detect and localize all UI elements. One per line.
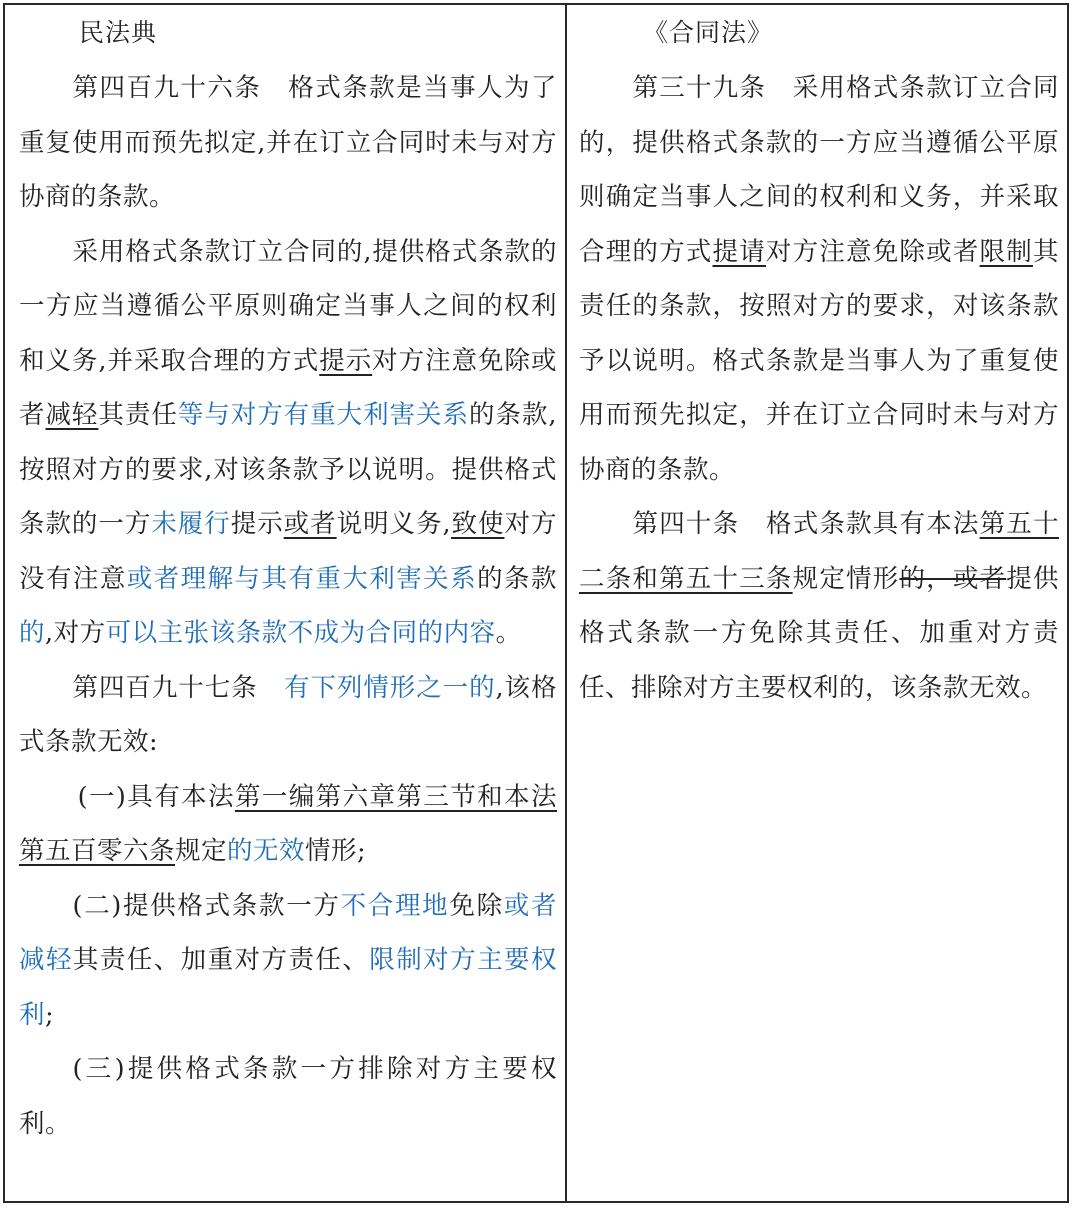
article-39 (579, 61, 1059, 497)
text-run: 其责任 (98, 400, 178, 430)
highlighted-text: 不合理地 (340, 890, 450, 921)
text-run: 规定情形 (792, 563, 900, 594)
underlined-text: 提请 (712, 236, 766, 267)
text-run: 其责任的条款，按照对方的要求，对该条款予以说明。格式条款是当事人为了重复使用而预先拟定，并在订立合同时未与对方协商的条款。 (579, 236, 1059, 485)
text-run: 提供格式条款一方免除其责任、加重对方责任、排除对方主要权利的，该条款无效。 (579, 563, 1059, 703)
article-497-intro (19, 661, 557, 770)
article-497-item-2 (19, 879, 557, 1043)
highlighted-text: 限制对方主要权利 (19, 945, 557, 1030)
text-run: 对方注意免除或者 (765, 236, 980, 267)
struck-text: 的，或者 (899, 563, 1007, 594)
text-run: 。 (495, 618, 522, 648)
highlighted-text: 或者理解与其有重大利害关系 (126, 563, 478, 594)
highlighted-text: 的 (19, 618, 46, 648)
article-496-obligations (19, 225, 557, 661)
text-run: 第四百九十七条 (72, 672, 285, 703)
text-run: ,对方 (45, 618, 106, 648)
text-run: 提示 (230, 509, 284, 539)
comparison-table (3, 3, 1069, 1203)
highlighted-text: 的无效 (227, 836, 306, 866)
text-run: 第四百九十六条 格式条款是当事人为了重复使用而预先拟定,并在订立合同时未与对方协商的条款。 (19, 73, 557, 212)
text-run: ; (45, 999, 55, 1030)
underlined-text: 提示 (319, 345, 373, 376)
highlighted-text: 可以主张该条款不成为合同的内容 (105, 618, 496, 648)
text-run: 第三十九条 采用格式条款订立合同的，提供格式条款的一方应当遵循公平原则确定当事人之间的权利和义务，并采取合理的方式 (579, 73, 1059, 267)
article-496-definition (19, 61, 557, 225)
article-40 (579, 497, 1059, 715)
text-run: 第四十条 格式条款具有本法 (632, 509, 980, 539)
article-497-item-1 (19, 770, 557, 879)
text-run: 说明义务, (336, 509, 452, 539)
underlined-text: 第一编第六章第三节和本法第五百零六条 (19, 781, 557, 866)
text-run: 的条款 (477, 563, 557, 594)
text-run: 采用格式条款订立合同的,提供格式条款的一方应当遵循公平原则确定当事人之间的权利和义务,并采取合理的方式 (19, 236, 557, 376)
text-run: 其责任、加重对方责任、 (72, 945, 370, 975)
text-run: (一)具有本法 (77, 781, 235, 812)
underlined-text: 或者 (283, 509, 337, 539)
underlined-text: 限制 (979, 236, 1033, 267)
underlined-text: 减轻 (45, 400, 99, 430)
highlighted-text: 等与对方有重大利害关系 (177, 400, 469, 430)
text-run: 对方没有注意 (19, 509, 557, 594)
underlined-text: 致使 (451, 509, 505, 539)
civil-code-column (5, 5, 565, 1201)
contract-law-column (567, 5, 1067, 1201)
text-run: ,该格式条款无效: (19, 672, 557, 757)
text-run: (二)提供格式条款一方 (72, 890, 341, 921)
article-497-item-3 (19, 1042, 557, 1151)
highlighted-text: 有下列情形之一的 (284, 672, 496, 703)
highlighted-text: 或者减轻 (19, 890, 557, 975)
text-run: (三)提供格式条款一方排除对方主要权利。 (19, 1054, 557, 1139)
text-run: 情形; (305, 836, 367, 866)
civil-code-header: 民法典 (79, 18, 158, 47)
highlighted-text: 未履行 (151, 509, 231, 539)
text-run: 免除 (449, 890, 504, 921)
text-run: 对方注意免除或者 (19, 345, 557, 430)
contract-law-header: 《合同法》 (643, 18, 774, 47)
text-run: 的条款,按照对方的要求,对该条款予以说明。提供格式条款的一方 (19, 400, 557, 539)
text-run: 规定 (175, 836, 228, 866)
underlined-text: 第五十二条和第五十三条 (579, 509, 1059, 594)
